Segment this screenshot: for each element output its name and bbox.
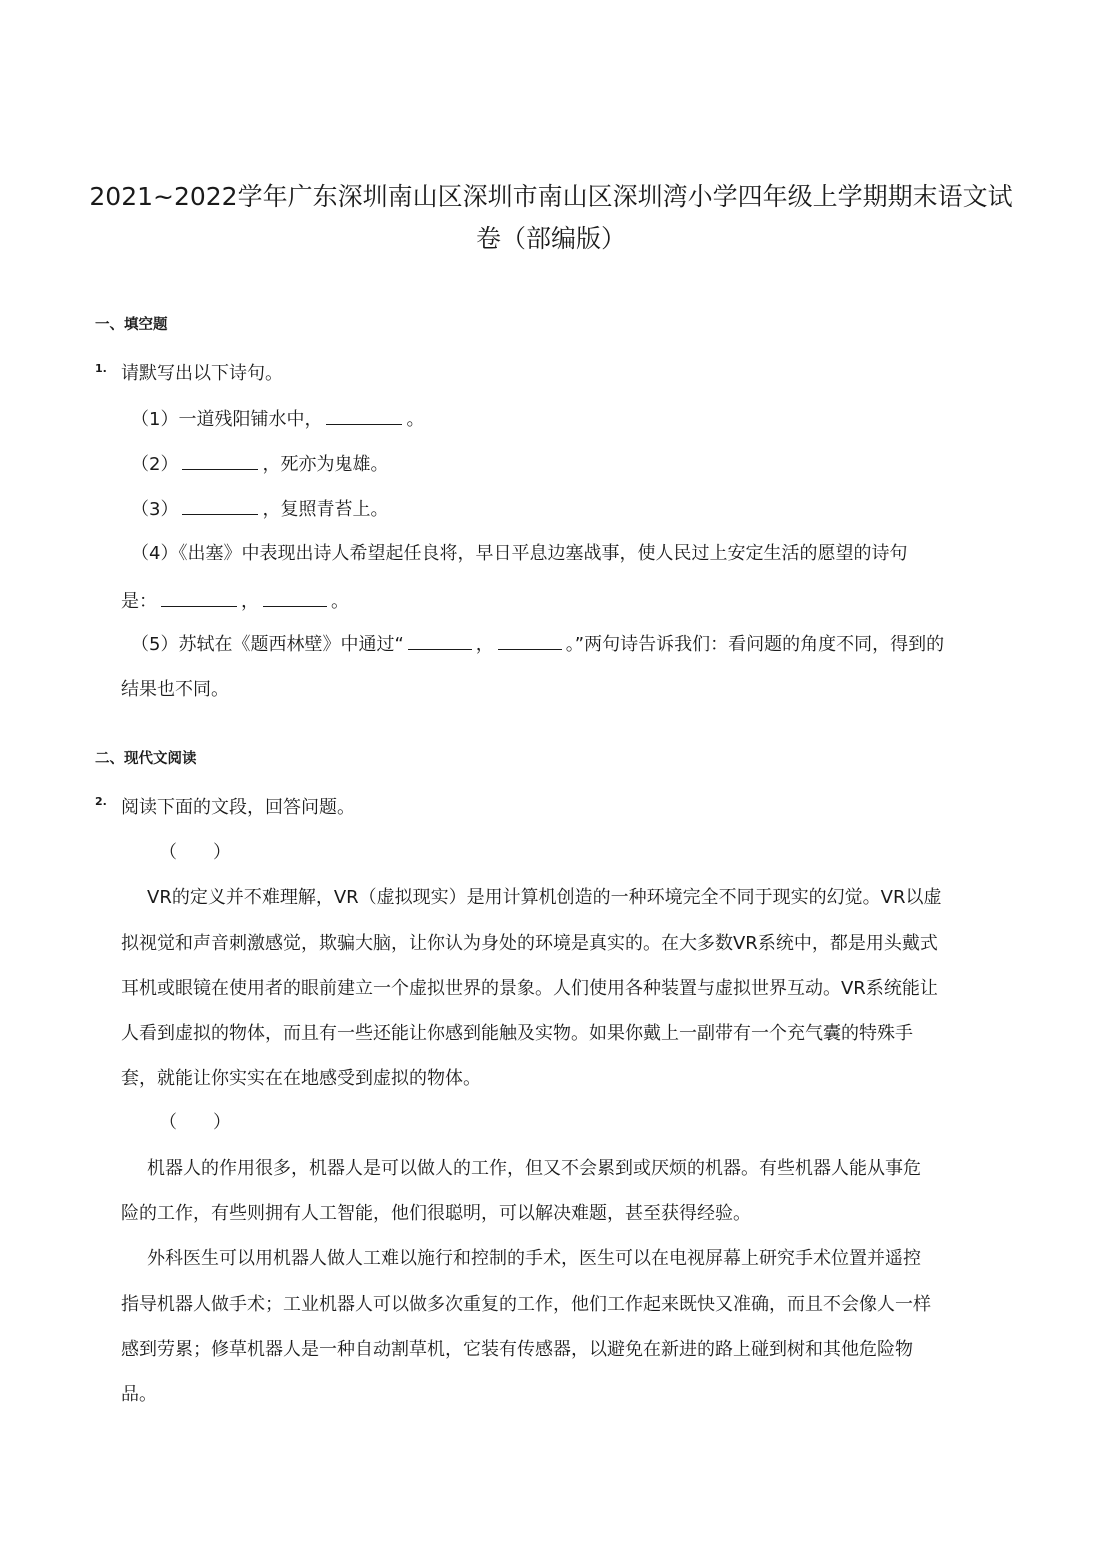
passage-line: 拟视觉和声音刺激感觉，欺骗大脑，让你认为身处的环境是真实的。在大多数VR系统中，都是用头戴式 bbox=[121, 933, 938, 954]
exam-title bbox=[80, 176, 1022, 260]
title-bracket-2: （ ） bbox=[159, 1112, 231, 1133]
passage-line: 人看到虚拟的物体，而且有一些还能让你感到能触及实物。如果你戴上一副带有一个充气囊的特殊手 bbox=[121, 1023, 913, 1044]
passage-line: 险的工作，有些则拥有人工智能，他们很聪明，可以解决难题，甚至获得经验。 bbox=[121, 1203, 751, 1224]
passage-line: 品。 bbox=[121, 1384, 157, 1405]
poem-item-5-line-2: 结果也不同。 bbox=[121, 679, 229, 700]
poem-item-4-line-1: （4）《出塞》中表现出诗人希望起任良将，早日平息边塞战事，使人民过上安定生活的愿望的诗句 bbox=[131, 543, 908, 564]
poem-item-5-line-1: （5）苏轼在《题西林壁》中通过“ ， 。”两句诗告诉我们：看问题的角度不同，得到的 bbox=[131, 631, 944, 658]
question-2-prompt: 阅读下面的文段，回答问题。 bbox=[121, 797, 355, 818]
answer-blank[interactable] bbox=[161, 588, 237, 607]
answer-blank[interactable] bbox=[408, 631, 472, 650]
passage-line: 套，就能让你实实在在地感受到虚拟的物体。 bbox=[121, 1068, 481, 1089]
passage-line: 机器人的作用很多，机器人是可以做人的工作，但又不会累到或厌烦的机器。有些机器人能从事危 bbox=[147, 1158, 921, 1179]
poem-item-2: （2） ，死亦为鬼雄。 bbox=[131, 451, 388, 478]
poem-item-1: （1）一道残阳铺水中， 。 bbox=[131, 406, 424, 433]
answer-blank[interactable] bbox=[182, 451, 258, 470]
title-line-2: 卷（部编版） bbox=[475, 224, 626, 253]
section-heading-fill-in: 一、填空题 bbox=[95, 317, 168, 333]
answer-blank[interactable] bbox=[263, 588, 327, 607]
answer-blank[interactable] bbox=[498, 631, 562, 650]
poem-item-3: （3） ，复照青苔上。 bbox=[131, 496, 388, 523]
title-bracket-1: （ ） bbox=[159, 842, 231, 863]
question-1-prompt: 请默写出以下诗句。 bbox=[121, 363, 283, 384]
passage-line: 感到劳累；修草机器人是一种自动割草机，它装有传感器，以避免在新进的路上碰到树和其他危险物 bbox=[121, 1339, 913, 1360]
passage-line: 指导机器人做手术；工业机器人可以做多次重复的工作，他们工作起来既快又准确，而且不会像人一样 bbox=[121, 1294, 931, 1315]
title-line-1: 2021~2022学年广东深圳南山区深圳市南山区深圳湾小学四年级上学期期末语文试 bbox=[89, 182, 1013, 211]
question-number-1: 1. bbox=[95, 362, 107, 375]
passage-line: 外科医生可以用机器人做人工难以施行和控制的手术，医生可以在电视屏幕上研究手术位置并遥控 bbox=[147, 1248, 921, 1269]
answer-blank[interactable] bbox=[182, 496, 258, 515]
passage-line: 耳机或眼镜在使用者的眼前建立一个虚拟世界的景象。人们使用各种装置与虚拟世界互动。VR系统能让 bbox=[121, 978, 938, 999]
poem-item-4-line-2: 是： ， 。 bbox=[121, 588, 349, 615]
question-number-2: 2. bbox=[95, 795, 107, 808]
passage-line: VR的定义并不难理解，VR（虚拟现实）是用计算机创造的一种环境完全不同于现实的幻觉。VR以虚 bbox=[147, 887, 942, 908]
section-heading-reading: 二、现代文阅读 bbox=[95, 751, 197, 767]
answer-blank[interactable] bbox=[326, 406, 402, 425]
